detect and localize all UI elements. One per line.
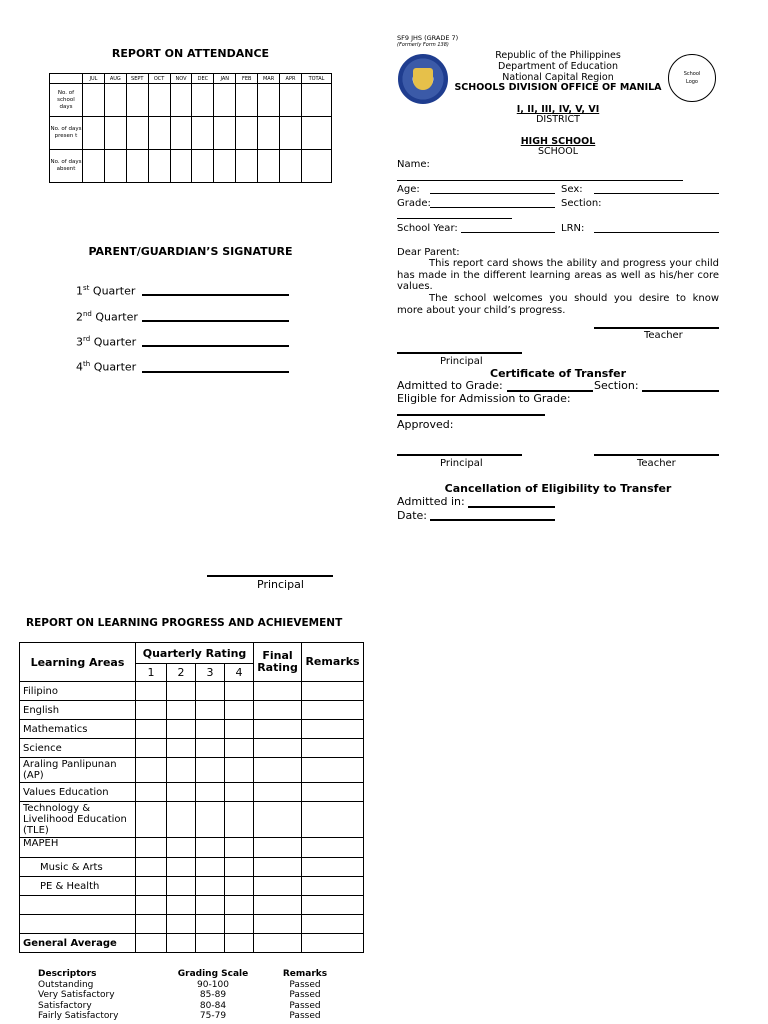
grade-cell[interactable] bbox=[225, 783, 254, 802]
admitted-in-field[interactable] bbox=[468, 506, 555, 508]
quarter-suffix: st bbox=[83, 284, 90, 292]
attendance-corner-cell bbox=[50, 74, 83, 84]
attendance-cell[interactable] bbox=[280, 117, 302, 150]
attendance-cell[interactable] bbox=[170, 117, 192, 150]
teacher-signature-line[interactable] bbox=[594, 327, 719, 329]
attendance-cell[interactable] bbox=[236, 84, 258, 117]
attendance-row-label: No. of school days bbox=[50, 84, 83, 117]
grade-cell[interactable] bbox=[196, 858, 225, 877]
grade-cell[interactable] bbox=[136, 858, 167, 877]
final-cell[interactable] bbox=[254, 877, 302, 896]
attendance-cell[interactable] bbox=[302, 117, 332, 150]
grade-cell[interactable] bbox=[196, 915, 225, 934]
attendance-title: REPORT ON ATTENDANCE bbox=[111, 47, 270, 60]
final-cell[interactable] bbox=[254, 701, 302, 720]
remarks-cell[interactable] bbox=[302, 701, 364, 720]
principal-letter-label: Principal bbox=[440, 356, 483, 367]
teacher-label: Teacher bbox=[644, 330, 683, 341]
month-header: MAR bbox=[258, 74, 280, 84]
remarks-cell[interactable] bbox=[302, 934, 364, 953]
grade-cell[interactable] bbox=[136, 682, 167, 701]
attendance-header-row bbox=[50, 74, 332, 84]
quarter-3-header: 3 bbox=[196, 664, 225, 682]
legend-scale: 80-84 bbox=[199, 1000, 227, 1011]
grade-cell[interactable] bbox=[225, 701, 254, 720]
grade-cell[interactable] bbox=[225, 682, 254, 701]
quarter-1-signature-line[interactable] bbox=[142, 294, 289, 296]
attendance-cell[interactable] bbox=[302, 150, 332, 183]
grade-cell[interactable] bbox=[167, 783, 196, 802]
district-label: DISTRICT bbox=[536, 114, 580, 125]
attendance-cell[interactable] bbox=[104, 150, 126, 183]
legend-remarks bbox=[276, 969, 334, 1022]
quarter-signature-3 bbox=[76, 335, 136, 349]
attendance-row-label: No. of days presen t bbox=[50, 117, 83, 150]
month-header: SEPT bbox=[126, 74, 148, 84]
remarks-cell[interactable] bbox=[302, 682, 364, 701]
subject-row bbox=[20, 720, 364, 739]
quarter-label: Quarter bbox=[92, 284, 136, 298]
grade-cell[interactable] bbox=[167, 739, 196, 758]
attendance-cell[interactable] bbox=[192, 84, 214, 117]
quarter-suffix: nd bbox=[83, 310, 92, 318]
final-cell[interactable] bbox=[254, 915, 302, 934]
school-label: SCHOOL bbox=[537, 146, 579, 157]
attendance-cell[interactable] bbox=[192, 150, 214, 183]
legend-remark: Passed bbox=[289, 1000, 321, 1011]
transfer-teacher-line[interactable] bbox=[594, 454, 719, 456]
final-rating-header: Final Rating bbox=[254, 643, 302, 682]
subject-row bbox=[20, 682, 364, 701]
grade-cell[interactable] bbox=[167, 838, 196, 858]
subject-row bbox=[20, 915, 364, 934]
grade-label: Grade: bbox=[397, 198, 431, 209]
date-field[interactable] bbox=[430, 519, 555, 521]
grade-cell[interactable] bbox=[167, 896, 196, 915]
grade-cell[interactable] bbox=[136, 739, 167, 758]
month-header: TOTAL bbox=[302, 74, 332, 84]
grade-cell[interactable] bbox=[136, 896, 167, 915]
attendance-cell[interactable] bbox=[104, 84, 126, 117]
learning-table bbox=[19, 642, 364, 953]
school-year-field[interactable] bbox=[461, 232, 555, 233]
quarter-suffix: th bbox=[83, 360, 91, 368]
legend-scale: 90-100 bbox=[197, 979, 229, 990]
remarks-cell[interactable] bbox=[302, 802, 364, 838]
quarter-4-header: 4 bbox=[225, 664, 254, 682]
attendance-cell[interactable] bbox=[280, 84, 302, 117]
final-cell[interactable] bbox=[254, 838, 302, 858]
approved-label: Approved: bbox=[397, 418, 454, 431]
quarter-label: Quarter bbox=[95, 310, 138, 324]
division-text: SCHOOLS DIVISION OFFICE OF MANILA bbox=[454, 82, 662, 93]
subject-name bbox=[20, 896, 136, 915]
district-value: I, II, III, IV, V, VI bbox=[516, 104, 600, 115]
general-average-row bbox=[20, 934, 364, 953]
subject-name: Mathematics bbox=[20, 720, 136, 739]
attendance-cell[interactable] bbox=[236, 150, 258, 183]
month-header: JUL bbox=[83, 74, 105, 84]
age-label: Age: bbox=[397, 184, 420, 195]
final-cell[interactable] bbox=[254, 783, 302, 802]
legend-header: Grading Scale bbox=[177, 969, 249, 979]
remarks-header: Remarks bbox=[302, 643, 364, 682]
principal-signature-line[interactable] bbox=[207, 575, 333, 577]
transfer-principal-label: Principal bbox=[440, 458, 483, 469]
grade-cell[interactable] bbox=[196, 758, 225, 783]
month-header: OCT bbox=[148, 74, 170, 84]
legend-remark: Passed bbox=[289, 990, 321, 1000]
eligible-label: Eligible for Admission to Grade: bbox=[397, 392, 571, 405]
grade-cell[interactable] bbox=[225, 915, 254, 934]
subject-row bbox=[20, 758, 364, 783]
legend-descriptor: Outstanding bbox=[38, 979, 94, 990]
section-label: Section: bbox=[561, 198, 602, 209]
quarterly-rating-header: Quarterly Rating bbox=[136, 643, 254, 664]
subject-row bbox=[20, 858, 364, 877]
grade-cell[interactable] bbox=[225, 739, 254, 758]
quarter-2-header: 2 bbox=[167, 664, 196, 682]
grade-cell[interactable] bbox=[196, 896, 225, 915]
attendance-cell[interactable] bbox=[148, 150, 170, 183]
month-header: AUG bbox=[104, 74, 126, 84]
grade-cell[interactable] bbox=[167, 720, 196, 739]
transfer-section-label: Section: bbox=[594, 379, 639, 392]
subject-row bbox=[20, 896, 364, 915]
grade-cell[interactable] bbox=[136, 758, 167, 783]
remarks-cell[interactable] bbox=[302, 720, 364, 739]
grade-cell[interactable] bbox=[167, 915, 196, 934]
quarter-signature-1 bbox=[76, 284, 135, 298]
grade-cell[interactable] bbox=[225, 758, 254, 783]
lrn-field[interactable] bbox=[594, 232, 719, 233]
admitted-grade-label: Admitted to Grade: bbox=[397, 379, 503, 392]
attendance-cell[interactable] bbox=[148, 117, 170, 150]
form-former: (Formerly Form 138) bbox=[397, 42, 449, 48]
grade-cell[interactable] bbox=[196, 682, 225, 701]
quarter-4-signature-line[interactable] bbox=[142, 371, 289, 373]
attendance-cell[interactable] bbox=[258, 84, 280, 117]
quarter-signature-4 bbox=[76, 360, 136, 374]
subject-name: PE & Health bbox=[20, 877, 136, 896]
sex-field[interactable] bbox=[594, 193, 719, 194]
month-header: APR bbox=[280, 74, 302, 84]
attendance-cell[interactable] bbox=[126, 150, 148, 183]
final-cell[interactable] bbox=[254, 682, 302, 701]
sex-label: Sex: bbox=[561, 184, 583, 195]
subject-name: Values Education bbox=[20, 783, 136, 802]
attendance-cell[interactable] bbox=[214, 84, 236, 117]
grade-cell[interactable] bbox=[225, 934, 254, 953]
grade-cell[interactable] bbox=[225, 720, 254, 739]
legend-descriptor: Satisfactory bbox=[38, 1000, 92, 1011]
subject-row bbox=[20, 877, 364, 896]
grade-cell[interactable] bbox=[136, 838, 167, 858]
grade-cell[interactable] bbox=[225, 838, 254, 858]
legend-descriptors bbox=[38, 969, 118, 1022]
age-field[interactable] bbox=[430, 193, 555, 194]
grade-cell[interactable] bbox=[225, 802, 254, 838]
learning-header-row bbox=[20, 643, 364, 664]
attendance-cell[interactable] bbox=[214, 150, 236, 183]
attendance-cell[interactable] bbox=[83, 150, 105, 183]
school-year-label: School Year: bbox=[397, 223, 458, 234]
quarter-number: 2 bbox=[76, 310, 83, 324]
school-value: HIGH SCHOOL bbox=[520, 136, 596, 147]
remarks-cell[interactable] bbox=[302, 838, 364, 858]
grade-cell[interactable] bbox=[136, 701, 167, 720]
quarter-label: Quarter bbox=[93, 360, 137, 374]
subject-name: Music & Arts bbox=[20, 858, 136, 877]
attendance-cell[interactable] bbox=[258, 150, 280, 183]
legend-scale: 85-89 bbox=[199, 990, 227, 1000]
quarter-label: Quarter bbox=[93, 335, 137, 349]
school-logo-text: School Logo bbox=[683, 71, 701, 85]
legend-descriptor: Fairly Satisfactory bbox=[38, 1011, 119, 1021]
legend-remark: Passed bbox=[289, 1011, 321, 1021]
final-cell[interactable] bbox=[254, 858, 302, 877]
grade-cell[interactable] bbox=[225, 858, 254, 877]
grade-cell[interactable] bbox=[225, 896, 254, 915]
grade-cell[interactable] bbox=[167, 858, 196, 877]
final-cell[interactable] bbox=[254, 720, 302, 739]
quarter-number: 3 bbox=[76, 335, 83, 349]
subject-row bbox=[20, 739, 364, 758]
final-cell[interactable] bbox=[254, 739, 302, 758]
subject-name: Filipino bbox=[20, 682, 136, 701]
quarter-3-signature-line[interactable] bbox=[142, 345, 289, 347]
principal-label: Principal bbox=[257, 578, 304, 591]
grade-cell[interactable] bbox=[167, 877, 196, 896]
date-label: Date: bbox=[397, 509, 427, 522]
grade-cell[interactable] bbox=[196, 877, 225, 896]
final-cell[interactable] bbox=[254, 802, 302, 838]
attendance-cell[interactable] bbox=[236, 117, 258, 150]
deped-seal-icon bbox=[398, 54, 448, 104]
subject-name: Science bbox=[20, 739, 136, 758]
grade-cell[interactable] bbox=[136, 934, 167, 953]
remarks-cell[interactable] bbox=[302, 783, 364, 802]
general-average-label: General Average bbox=[20, 934, 136, 953]
transfer-section-field[interactable] bbox=[642, 390, 719, 392]
grade-cell[interactable] bbox=[196, 739, 225, 758]
quarter-number: 1 bbox=[76, 284, 83, 298]
name-label: Name: bbox=[397, 159, 430, 170]
remarks-cell[interactable] bbox=[302, 915, 364, 934]
subject-name bbox=[20, 915, 136, 934]
legend-grading-scale bbox=[170, 969, 256, 1022]
legend-remark: Passed bbox=[289, 979, 321, 990]
attendance-row bbox=[50, 150, 332, 183]
attendance-cell[interactable] bbox=[104, 117, 126, 150]
letter-paragraph-1: This report card shows the ability and progress your child has made in the different learning areas as well as his/her core values. bbox=[397, 258, 719, 292]
admitted-in-label: Admitted in: bbox=[397, 495, 465, 508]
quarter-suffix: rd bbox=[83, 335, 91, 343]
attendance-cell[interactable] bbox=[192, 117, 214, 150]
grade-cell[interactable] bbox=[136, 915, 167, 934]
grade-cell[interactable] bbox=[196, 838, 225, 858]
grade-cell[interactable] bbox=[196, 934, 225, 953]
school-logo-icon bbox=[668, 54, 716, 102]
attendance-cell[interactable] bbox=[170, 84, 192, 117]
learning-title: REPORT ON LEARNING PROGRESS AND ACHIEVEMENT bbox=[26, 617, 343, 629]
quarter-2-signature-line[interactable] bbox=[142, 320, 289, 322]
lrn-label: LRN: bbox=[561, 223, 585, 234]
legend-descriptor: Very Satisfactory bbox=[38, 990, 115, 1000]
grade-cell[interactable] bbox=[167, 701, 196, 720]
attendance-cell[interactable] bbox=[148, 84, 170, 117]
transfer-title: Certificate of Transfer bbox=[490, 367, 626, 380]
quarter-number: 4 bbox=[76, 360, 83, 374]
signature-title: PARENT/GUARDIAN’S SIGNATURE bbox=[88, 245, 293, 258]
eligible-field[interactable] bbox=[397, 414, 545, 416]
attendance-row bbox=[50, 117, 332, 150]
attendance-cell[interactable] bbox=[126, 117, 148, 150]
remarks-cell[interactable] bbox=[302, 896, 364, 915]
remarks-cell[interactable] bbox=[302, 858, 364, 877]
attendance-cell[interactable] bbox=[170, 150, 192, 183]
attendance-cell[interactable] bbox=[214, 117, 236, 150]
attendance-cell[interactable] bbox=[126, 84, 148, 117]
grade-field[interactable] bbox=[430, 207, 555, 208]
attendance-cell[interactable] bbox=[258, 117, 280, 150]
attendance-cell[interactable] bbox=[280, 150, 302, 183]
grade-cell[interactable] bbox=[196, 802, 225, 838]
quarter-1-header: 1 bbox=[136, 664, 167, 682]
letter-paragraph-2: The school welcomes you should you desire to know more about your child’s progress. bbox=[397, 293, 719, 316]
grade-cell[interactable] bbox=[167, 682, 196, 701]
transfer-teacher-label: Teacher bbox=[637, 458, 676, 469]
subject-row bbox=[20, 838, 364, 858]
subject-name: Araling Panlipunan (AP) bbox=[20, 758, 136, 783]
remarks-cell[interactable] bbox=[302, 877, 364, 896]
subject-row bbox=[20, 783, 364, 802]
department-text: Department of Education bbox=[498, 61, 618, 72]
grade-cell[interactable] bbox=[167, 802, 196, 838]
grade-cell[interactable] bbox=[136, 720, 167, 739]
grade-cell[interactable] bbox=[196, 720, 225, 739]
attendance-cell[interactable] bbox=[83, 84, 105, 117]
cancellation-title: Cancellation of Eligibility to Transfer bbox=[444, 482, 672, 495]
subject-name: English bbox=[20, 701, 136, 720]
legend-header: Descriptors bbox=[38, 969, 97, 979]
final-cell[interactable] bbox=[254, 758, 302, 783]
attendance-row bbox=[50, 84, 332, 117]
attendance-cell[interactable] bbox=[302, 84, 332, 117]
month-header: FEB bbox=[236, 74, 258, 84]
attendance-row-label: No. of days absent bbox=[50, 150, 83, 183]
month-header: JAN bbox=[214, 74, 236, 84]
attendance-table bbox=[49, 73, 332, 183]
grade-cell[interactable] bbox=[225, 877, 254, 896]
grade-cell[interactable] bbox=[167, 934, 196, 953]
legend-header: Remarks bbox=[282, 969, 328, 979]
remarks-cell[interactable] bbox=[302, 739, 364, 758]
grade-cell[interactable] bbox=[136, 802, 167, 838]
subject-name: Technology & Livelihood Education (TLE) bbox=[20, 802, 136, 838]
legend-scale: 75-79 bbox=[199, 1011, 227, 1021]
quarter-signature-2 bbox=[76, 310, 138, 324]
grade-cell[interactable] bbox=[167, 758, 196, 783]
month-header: NOV bbox=[170, 74, 192, 84]
section-field[interactable] bbox=[397, 218, 512, 219]
final-cell[interactable] bbox=[254, 934, 302, 953]
month-header: DEC bbox=[192, 74, 214, 84]
grade-cell[interactable] bbox=[196, 701, 225, 720]
subject-row bbox=[20, 802, 364, 838]
remarks-cell[interactable] bbox=[302, 758, 364, 783]
name-field[interactable] bbox=[397, 180, 683, 181]
transfer-principal-line[interactable] bbox=[397, 454, 522, 456]
attendance-cell[interactable] bbox=[83, 117, 105, 150]
form-code: SF9 JHS (GRADE 7) bbox=[397, 34, 459, 42]
republic-text: Republic of the Philippines bbox=[495, 50, 621, 61]
grade-cell[interactable] bbox=[136, 877, 167, 896]
subject-row bbox=[20, 701, 364, 720]
region-text: National Capital Region bbox=[502, 72, 614, 83]
learning-areas-header: Learning Areas bbox=[20, 643, 136, 682]
final-cell[interactable] bbox=[254, 896, 302, 915]
grade-cell[interactable] bbox=[196, 783, 225, 802]
principal-letter-signature-line[interactable] bbox=[397, 352, 522, 354]
grade-cell[interactable] bbox=[136, 783, 167, 802]
subject-name: MAPEH bbox=[20, 838, 136, 858]
letter-greeting: Dear Parent: bbox=[397, 247, 460, 258]
